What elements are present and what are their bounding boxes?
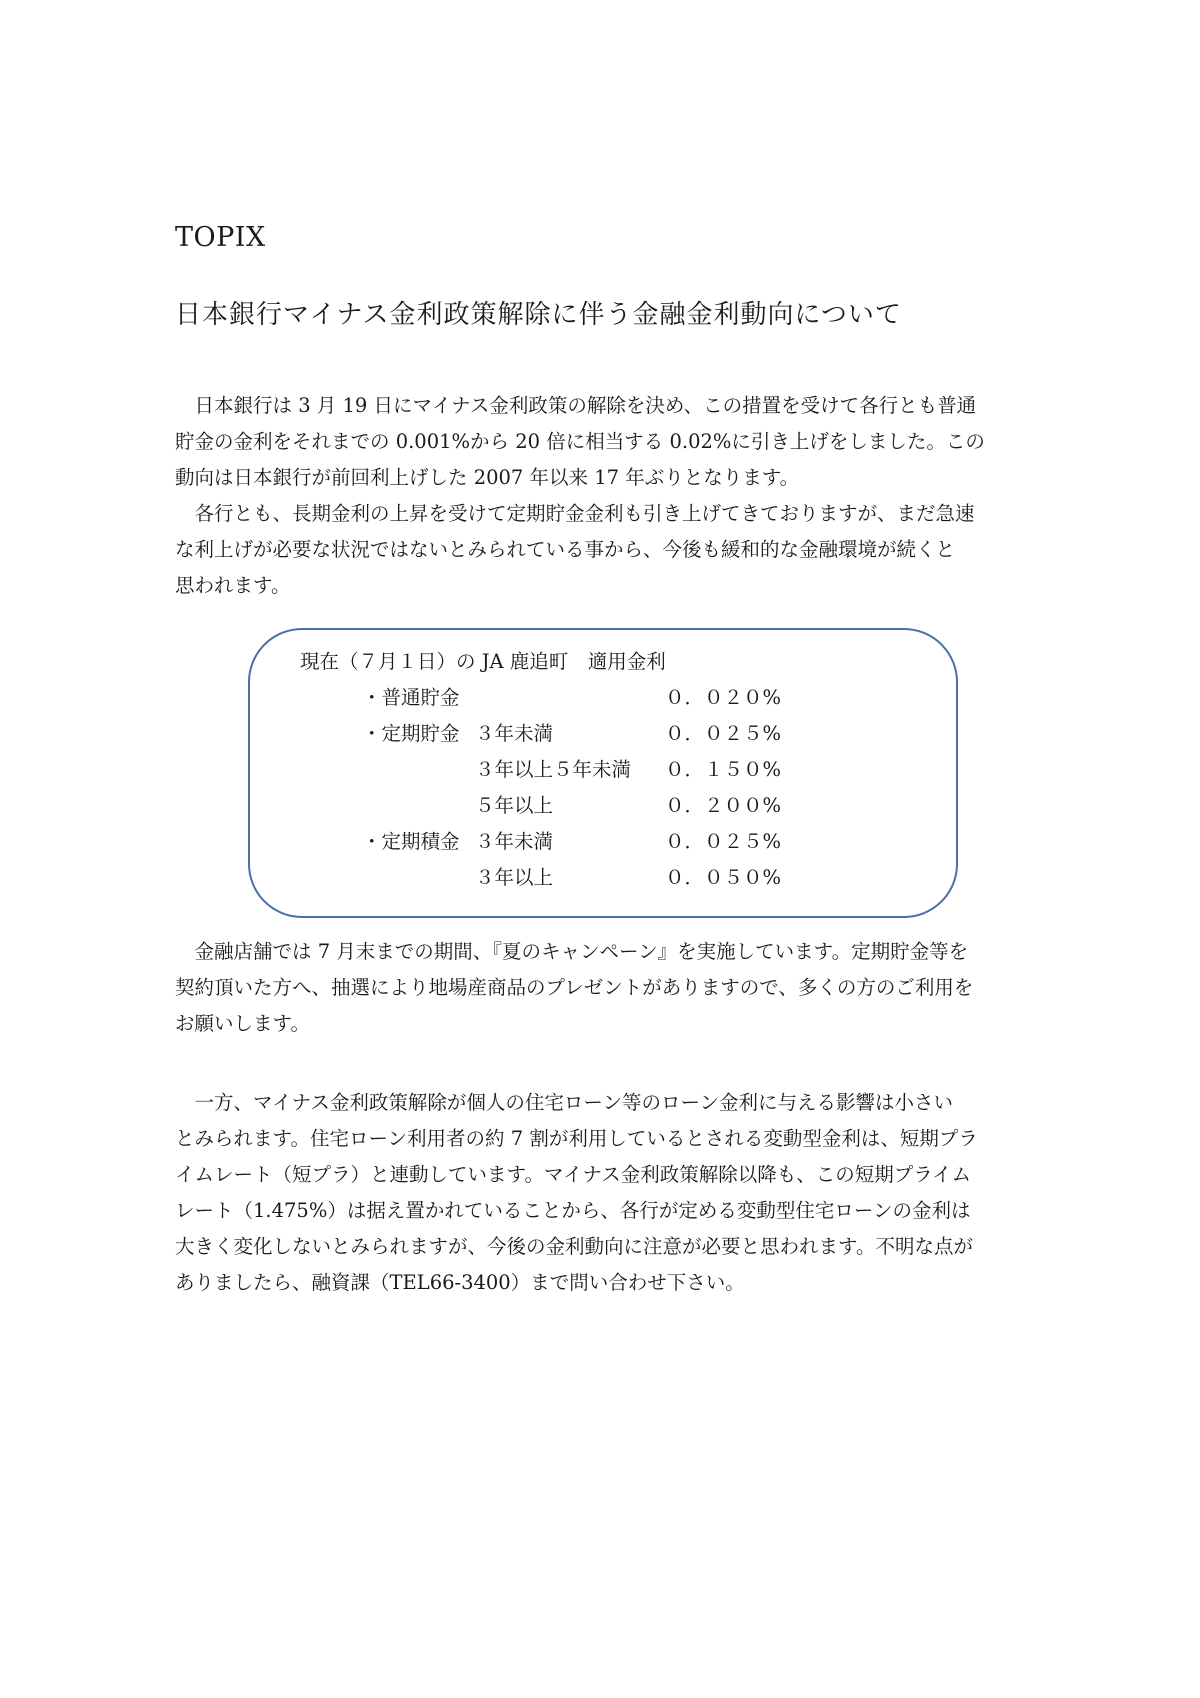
paragraph-line: 貯金の金利をそれまでの 0.001%から 20 倍に相当する 0.02%に引き上げをしました。この xyxy=(175,430,985,453)
paragraph-line: 金融店舗では 7 月末までの期間、『夏のキャンペーン』を実施しています。定期貯金等を xyxy=(175,940,969,963)
paragraph-loans xyxy=(175,1085,1035,1301)
section-label: TOPIX xyxy=(175,222,266,253)
paragraph-line: 思われます。 xyxy=(175,574,291,597)
rate-value: ０．０５０% xyxy=(665,866,782,889)
rate-value: ０．１５０% xyxy=(665,758,782,781)
rate-value: ０．０２０% xyxy=(665,686,782,709)
article-headline: 日本銀行マイナス金利政策解除に伴う金融金利動向について xyxy=(175,300,902,330)
rate-row xyxy=(0,790,1200,826)
paragraph-campaign xyxy=(175,934,1035,1042)
paragraph-line: 一方、マイナス金利政策解除が個人の住宅ローン等のローン金利に与える影響は小さい xyxy=(175,1091,954,1114)
paragraph-line: 動向は日本銀行が前回利上げした 2007 年以来 17 年ぶりとなります。 xyxy=(175,466,800,489)
rate-term: ５年以上 xyxy=(475,794,554,817)
rate-value: ０．０２５% xyxy=(665,830,782,853)
rate-row xyxy=(0,754,1200,790)
rate-row xyxy=(0,718,1200,754)
paragraph-line: レート（1.475%）は据え置かれていることから、各行が定める変動型住宅ローンの金利は xyxy=(175,1199,971,1222)
rate-category: ・定期積金 xyxy=(362,830,460,853)
rate-category: ・普通貯金 xyxy=(362,686,460,709)
rate-term: ３年以上 xyxy=(475,866,554,889)
paragraph-intro xyxy=(175,388,1035,604)
paragraph-line: 大きく変化しないとみられますが、今後の金利動向に注意が必要と思われます。不明な点が xyxy=(175,1235,973,1258)
rate-term: ３年未満 xyxy=(475,830,554,853)
paragraph-line: 各行とも、長期金利の上昇を受けて定期貯金金利も引き上げてきておりますが、まだ急速 xyxy=(175,502,975,525)
paragraph-line: ありましたら、融資課（TEL66-3400）まで問い合わせ下さい。 xyxy=(175,1271,745,1294)
rate-term: ３年以上５年未満 xyxy=(475,758,632,781)
paragraph-line: 契約頂いた方へ、抽選により地場産商品のプレゼントがありますので、多くの方のご利用を xyxy=(175,976,974,999)
paragraph-line: 日本銀行は 3 月 19 日にマイナス金利政策の解除を決め、この措置を受けて各行とも普通 xyxy=(175,394,977,417)
paragraph-line: お願いします。 xyxy=(175,1012,310,1035)
rate-row xyxy=(0,826,1200,862)
rate-value: ０．０２５% xyxy=(665,722,782,745)
rate-row xyxy=(0,862,1200,898)
paragraph-line: イムレート（短プラ）と連動しています。マイナス金利政策解除以降も、この短期プライム xyxy=(175,1163,972,1186)
paragraph-line: な利上げが必要な状況ではないとみられている事から、今後も緩和的な金融環境が続くと xyxy=(175,538,956,561)
rates-box-title: 現在（７月１日）の JA 鹿追町 適用金利 xyxy=(300,650,666,673)
rate-value: ０．２００% xyxy=(665,794,782,817)
rate-category: ・定期貯金 xyxy=(362,722,460,745)
rate-row xyxy=(0,682,1200,718)
rate-term: ３年未満 xyxy=(475,722,554,745)
paragraph-line: とみられます。住宅ローン利用者の約 7 割が利用しているとされる変動型金利は、短期プラ xyxy=(175,1127,978,1150)
